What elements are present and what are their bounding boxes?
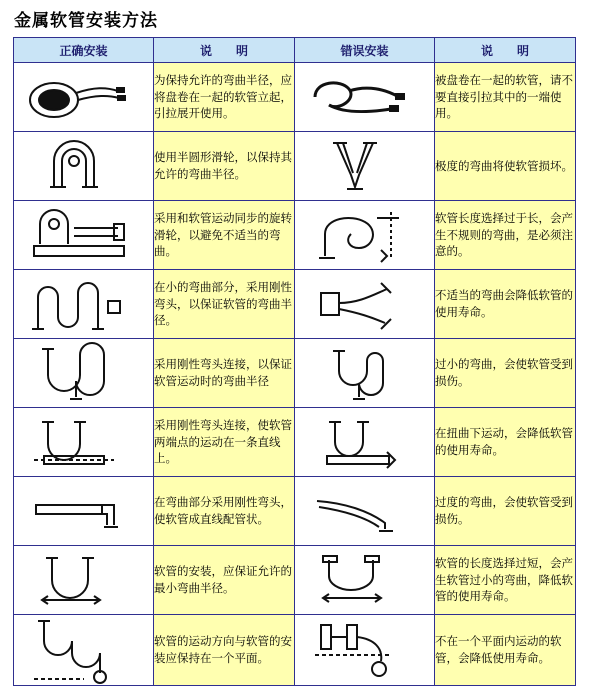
description-cell: 使用半圆形滑轮，以保持其允许的弯曲半径。 <box>154 132 295 201</box>
rigid-elbow-u-loop-icon <box>14 339 154 408</box>
chain-sync-pulley-icon <box>14 201 154 270</box>
description-cell: 不适当的弯曲会降低软管的使用寿命。 <box>435 270 576 339</box>
description-cell: 不在一个平面内运动的软管，会降低使用寿命。 <box>435 615 576 686</box>
improper-bend-icon <box>295 270 435 339</box>
table-row <box>14 270 576 339</box>
sharp-v-bend-icon <box>295 132 435 201</box>
table-row <box>14 63 576 132</box>
u-bend-straight-line-icon <box>14 408 154 477</box>
page-title: 金属软管安装方法 <box>14 11 158 31</box>
table-row <box>14 339 576 408</box>
description-cell: 过小的弯曲，会使软管受到损伤。 <box>435 339 576 408</box>
over-tight-bend-icon <box>295 339 435 408</box>
description-cell: 过度的弯曲，会使软管受到损伤。 <box>435 477 576 546</box>
description-cell: 软管的长度选择过短，会产生软管过小的弯曲，降低软管的使用寿命。 <box>435 546 576 615</box>
description-cell: 采用和软管运动同步的旋转滑轮，以避免不适当的弯曲。 <box>154 201 295 270</box>
description-cell: 在小的弯曲部分，采用刚性弯头，以保证软管的弯曲半径。 <box>154 270 295 339</box>
table-header-row <box>14 38 576 63</box>
straight-pipe-elbow-icon <box>14 477 154 546</box>
description-cell: 在弯曲部分采用刚性弯头，使软管成直线配管状。 <box>154 477 295 546</box>
description-cell: 软管的运动方向与软管的安装应保持在一个平面。 <box>154 615 295 686</box>
description-cell: 采用刚性弯头连接，使软管两端点的运动在一条直线上。 <box>154 408 295 477</box>
excessive-bend-icon <box>295 477 435 546</box>
coiled-hose-flat-icon <box>14 63 154 132</box>
header-correct-desc: 说 明 <box>154 38 295 63</box>
out-of-plane-motion-icon <box>295 615 435 686</box>
too-long-hose-icon <box>295 546 435 615</box>
description-cell: 软管的安装，应保证允许的最小弯曲半径。 <box>154 546 295 615</box>
coiled-hose-pulled-icon <box>295 63 435 132</box>
rigid-elbow-small-bend-icon <box>14 270 154 339</box>
description-cell: 采用刚性弯头连接，以保证软管运动时的弯曲半径 <box>154 339 295 408</box>
description-cell: 被盘卷在一起的软管，请不要直接引拉其中的一端使用。 <box>435 63 576 132</box>
table-row <box>14 477 576 546</box>
long-loose-hose-icon <box>295 201 435 270</box>
table-row <box>14 201 576 270</box>
description-cell: 极度的弯曲将使软管损坏。 <box>435 132 576 201</box>
description-cell: 在扭曲下运动，会降低软管的使用寿命。 <box>435 408 576 477</box>
description-cell: 软管长度选择过于长，会产生不规则的弯曲，是必须注意的。 <box>435 201 576 270</box>
twisted-u-bend-icon <box>295 408 435 477</box>
description-cell: 为保持允许的弯曲半径，应将盘卷在一起的软管立起，引拉展开使用。 <box>154 63 295 132</box>
header-wrong-desc: 说 明 <box>435 38 576 63</box>
min-bend-radius-install-icon <box>14 546 154 615</box>
header-wrong-install: 错误安装 <box>295 38 435 63</box>
same-plane-motion-icon <box>14 615 154 686</box>
table-row <box>14 132 576 201</box>
table-row <box>14 615 576 686</box>
semicircular-sheave-icon <box>14 132 154 201</box>
header-correct-install: 正确安装 <box>14 38 154 63</box>
installation-methods-table <box>13 37 576 686</box>
table-row <box>14 408 576 477</box>
table-row <box>14 546 576 615</box>
